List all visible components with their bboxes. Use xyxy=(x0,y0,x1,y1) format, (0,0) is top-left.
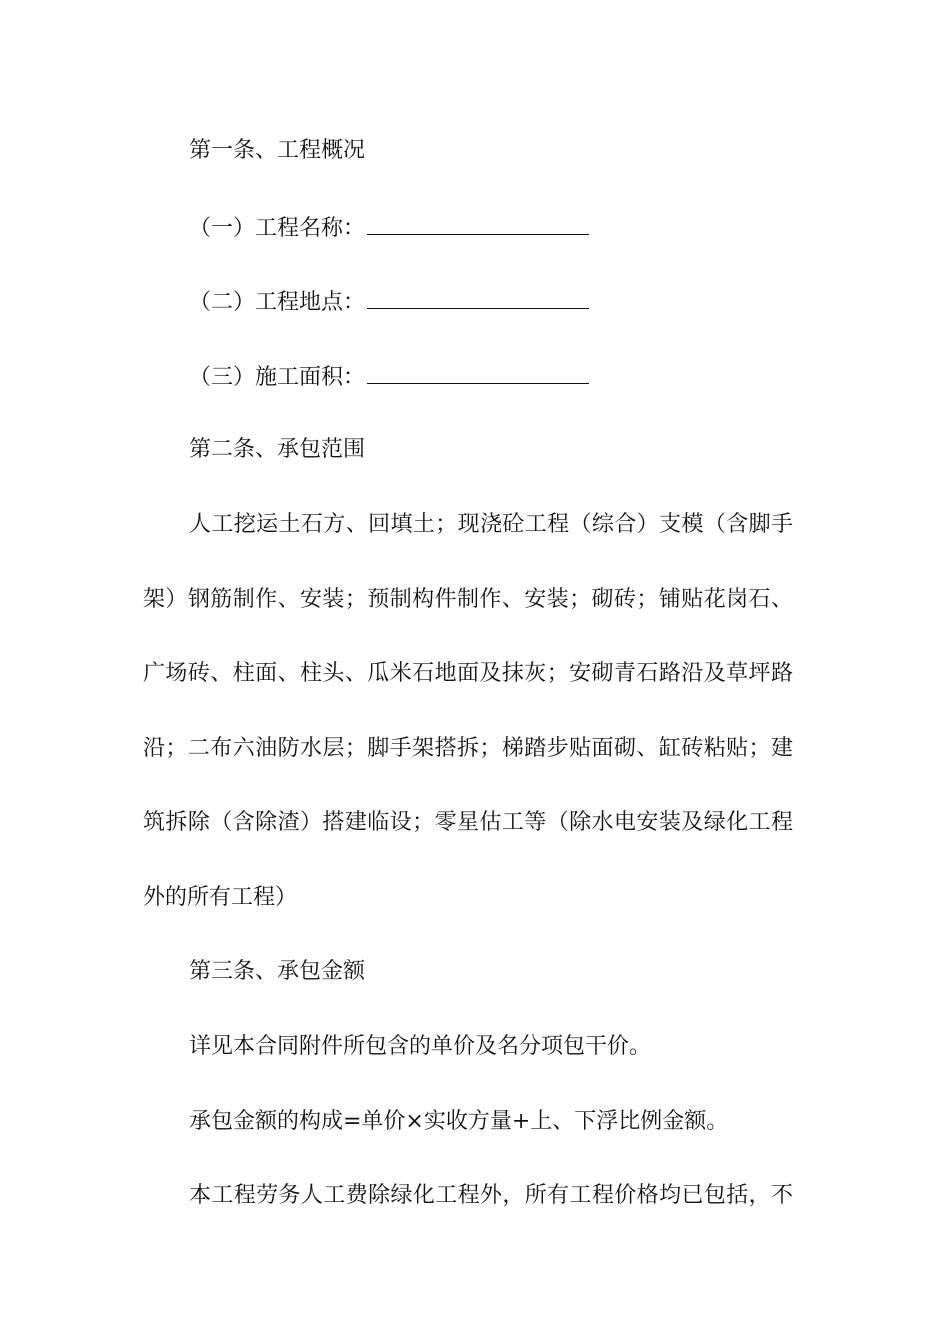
construction-area-label: （三）施工面积： xyxy=(189,365,366,390)
article-1-heading: 第一条、工程概况 xyxy=(189,138,366,163)
construction-area-field xyxy=(189,361,589,393)
scope-line-2: 架）钢筋制作、安装；预制构件制作、安装；砌砖；铺贴花岗石、 xyxy=(143,587,793,612)
amount-paragraph-1: 详见本合同附件所包含的单价及名分项包干价。 xyxy=(189,1034,652,1059)
project-name-blank xyxy=(367,212,589,235)
scope-line-3: 广场砖、柱面、柱头、瓜米石地面及抹灰；安砌青石路沿及草坪路 xyxy=(143,661,793,686)
article-2-heading: 第二条、承包范围 xyxy=(189,437,366,462)
scope-line-4: 沿；二布六油防水层；脚手架搭拆；梯踏步贴面砌、缸砖粘贴；建 xyxy=(143,736,793,761)
scope-line-5: 筑拆除（含除渣）搭建临设；零星估工等（除水电安装及绿化工程 xyxy=(143,810,793,835)
construction-area-blank xyxy=(367,361,589,384)
project-name-label: （一）工程名称： xyxy=(189,216,366,241)
project-location-field xyxy=(189,286,589,318)
scope-line-6: 外的所有工程） xyxy=(143,885,298,910)
project-location-blank xyxy=(367,286,589,309)
amount-paragraph-2: 承包金额的构成=单价×实收方量+上、下浮比例金额。 xyxy=(189,1109,729,1134)
project-location-label: （二）工程地点： xyxy=(189,290,366,315)
project-name-field xyxy=(189,212,589,244)
scope-line-1: 人工挖运土石方、回填土；现浇砼工程（综合）支模（含脚手 xyxy=(189,512,793,537)
article-3-heading: 第三条、承包金额 xyxy=(189,959,366,984)
amount-paragraph-3: 本工程劳务人工费除绿化工程外，所有工程价格均已包括，不 xyxy=(189,1183,793,1208)
